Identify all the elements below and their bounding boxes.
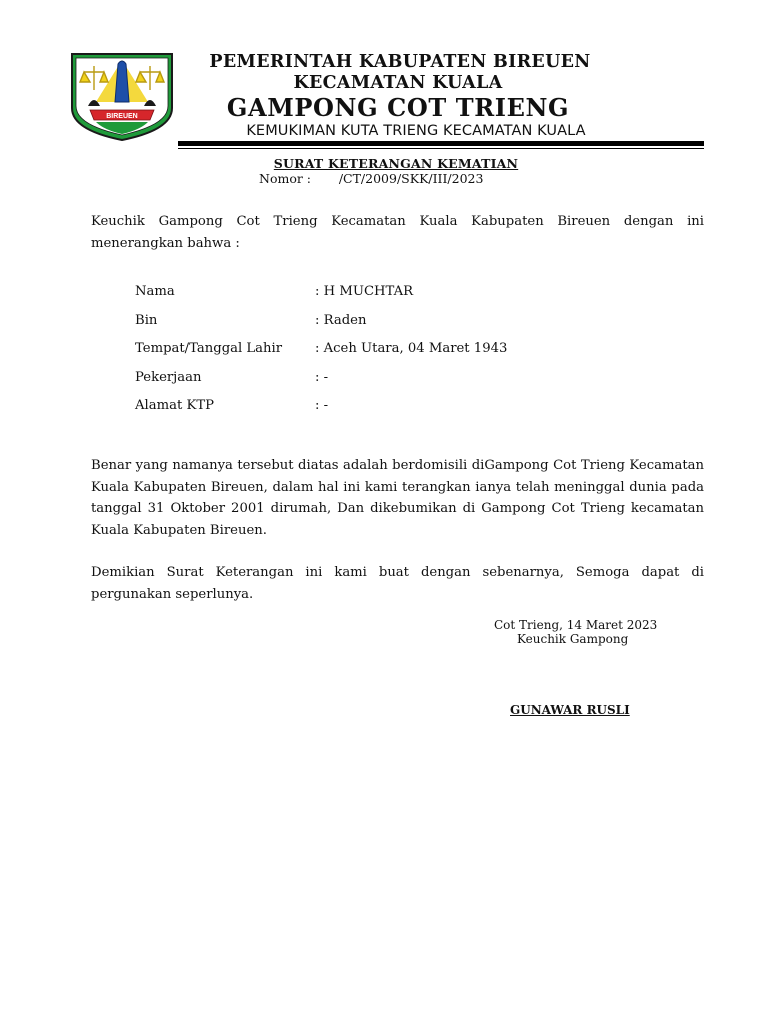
field-value: : H MUCHTAR [315,284,414,299]
logo-ribbon-text: BIREUEN [106,113,138,120]
letterhead-divider-thin [178,148,704,149]
letterhead-divider-thick [178,141,704,146]
field-value: : Raden [315,313,367,328]
field-label: Bin [135,313,158,328]
body-paragraph: Benar yang namanya tersebut diatas adalah berdomisili diGampong Cot Trieng Kecamatan Kuala Kabupaten Bireuen, dalam hal ini kami terangkan ianya telah meninggal dunia pada tanggal 31 Oktober 2001 dirumah, Dan dikebumikan di Gampong Cot Trieng kecamatan Kuala Kabupaten Bireuen. [91,458,704,538]
field-label: Tempat/Tanggal Lahir [135,341,283,356]
field-label: Nama [135,284,175,299]
signature-name: GUNAWAR RUSLI [510,703,630,717]
field-value: : Aceh Utara, 04 Maret 1943 [315,341,508,356]
field-value: : - [315,398,329,413]
letterhead-village: GAMPONG COT TRIENG [226,93,570,122]
letterhead-government: PEMERINTAH KABUPATEN BIREUEN [209,52,591,72]
field-label: Alamat KTP [135,398,214,413]
letterhead-district: KECAMATAN KUALA [293,73,503,93]
signature-role: Keuchik Gampong [517,632,629,646]
field-label: Pekerjaan [135,370,202,385]
intro-paragraph: Keuchik Gampong Cot Trieng Kecamatan Kuala Kabupaten Bireuen dengan ini menerangkan bahwa : [91,214,704,251]
document-title: SURAT KETERANGAN KEMATIAN [273,156,519,171]
document-number: Nomor : /CT/2009/SKK/III/2023 [259,171,484,186]
field-value: : - [315,370,329,385]
signature-place-date: Cot Trieng, 14 Maret 2023 [494,618,658,632]
letterhead-subdistrict: KEMUKIMAN KUTA TRIENG KECAMATAN KUALA [246,123,586,139]
closing-paragraph: Demikian Surat Keterangan ini kami buat dengan sebenarnya, Semoga dapat di pergunakan seperlunya. [91,565,704,602]
